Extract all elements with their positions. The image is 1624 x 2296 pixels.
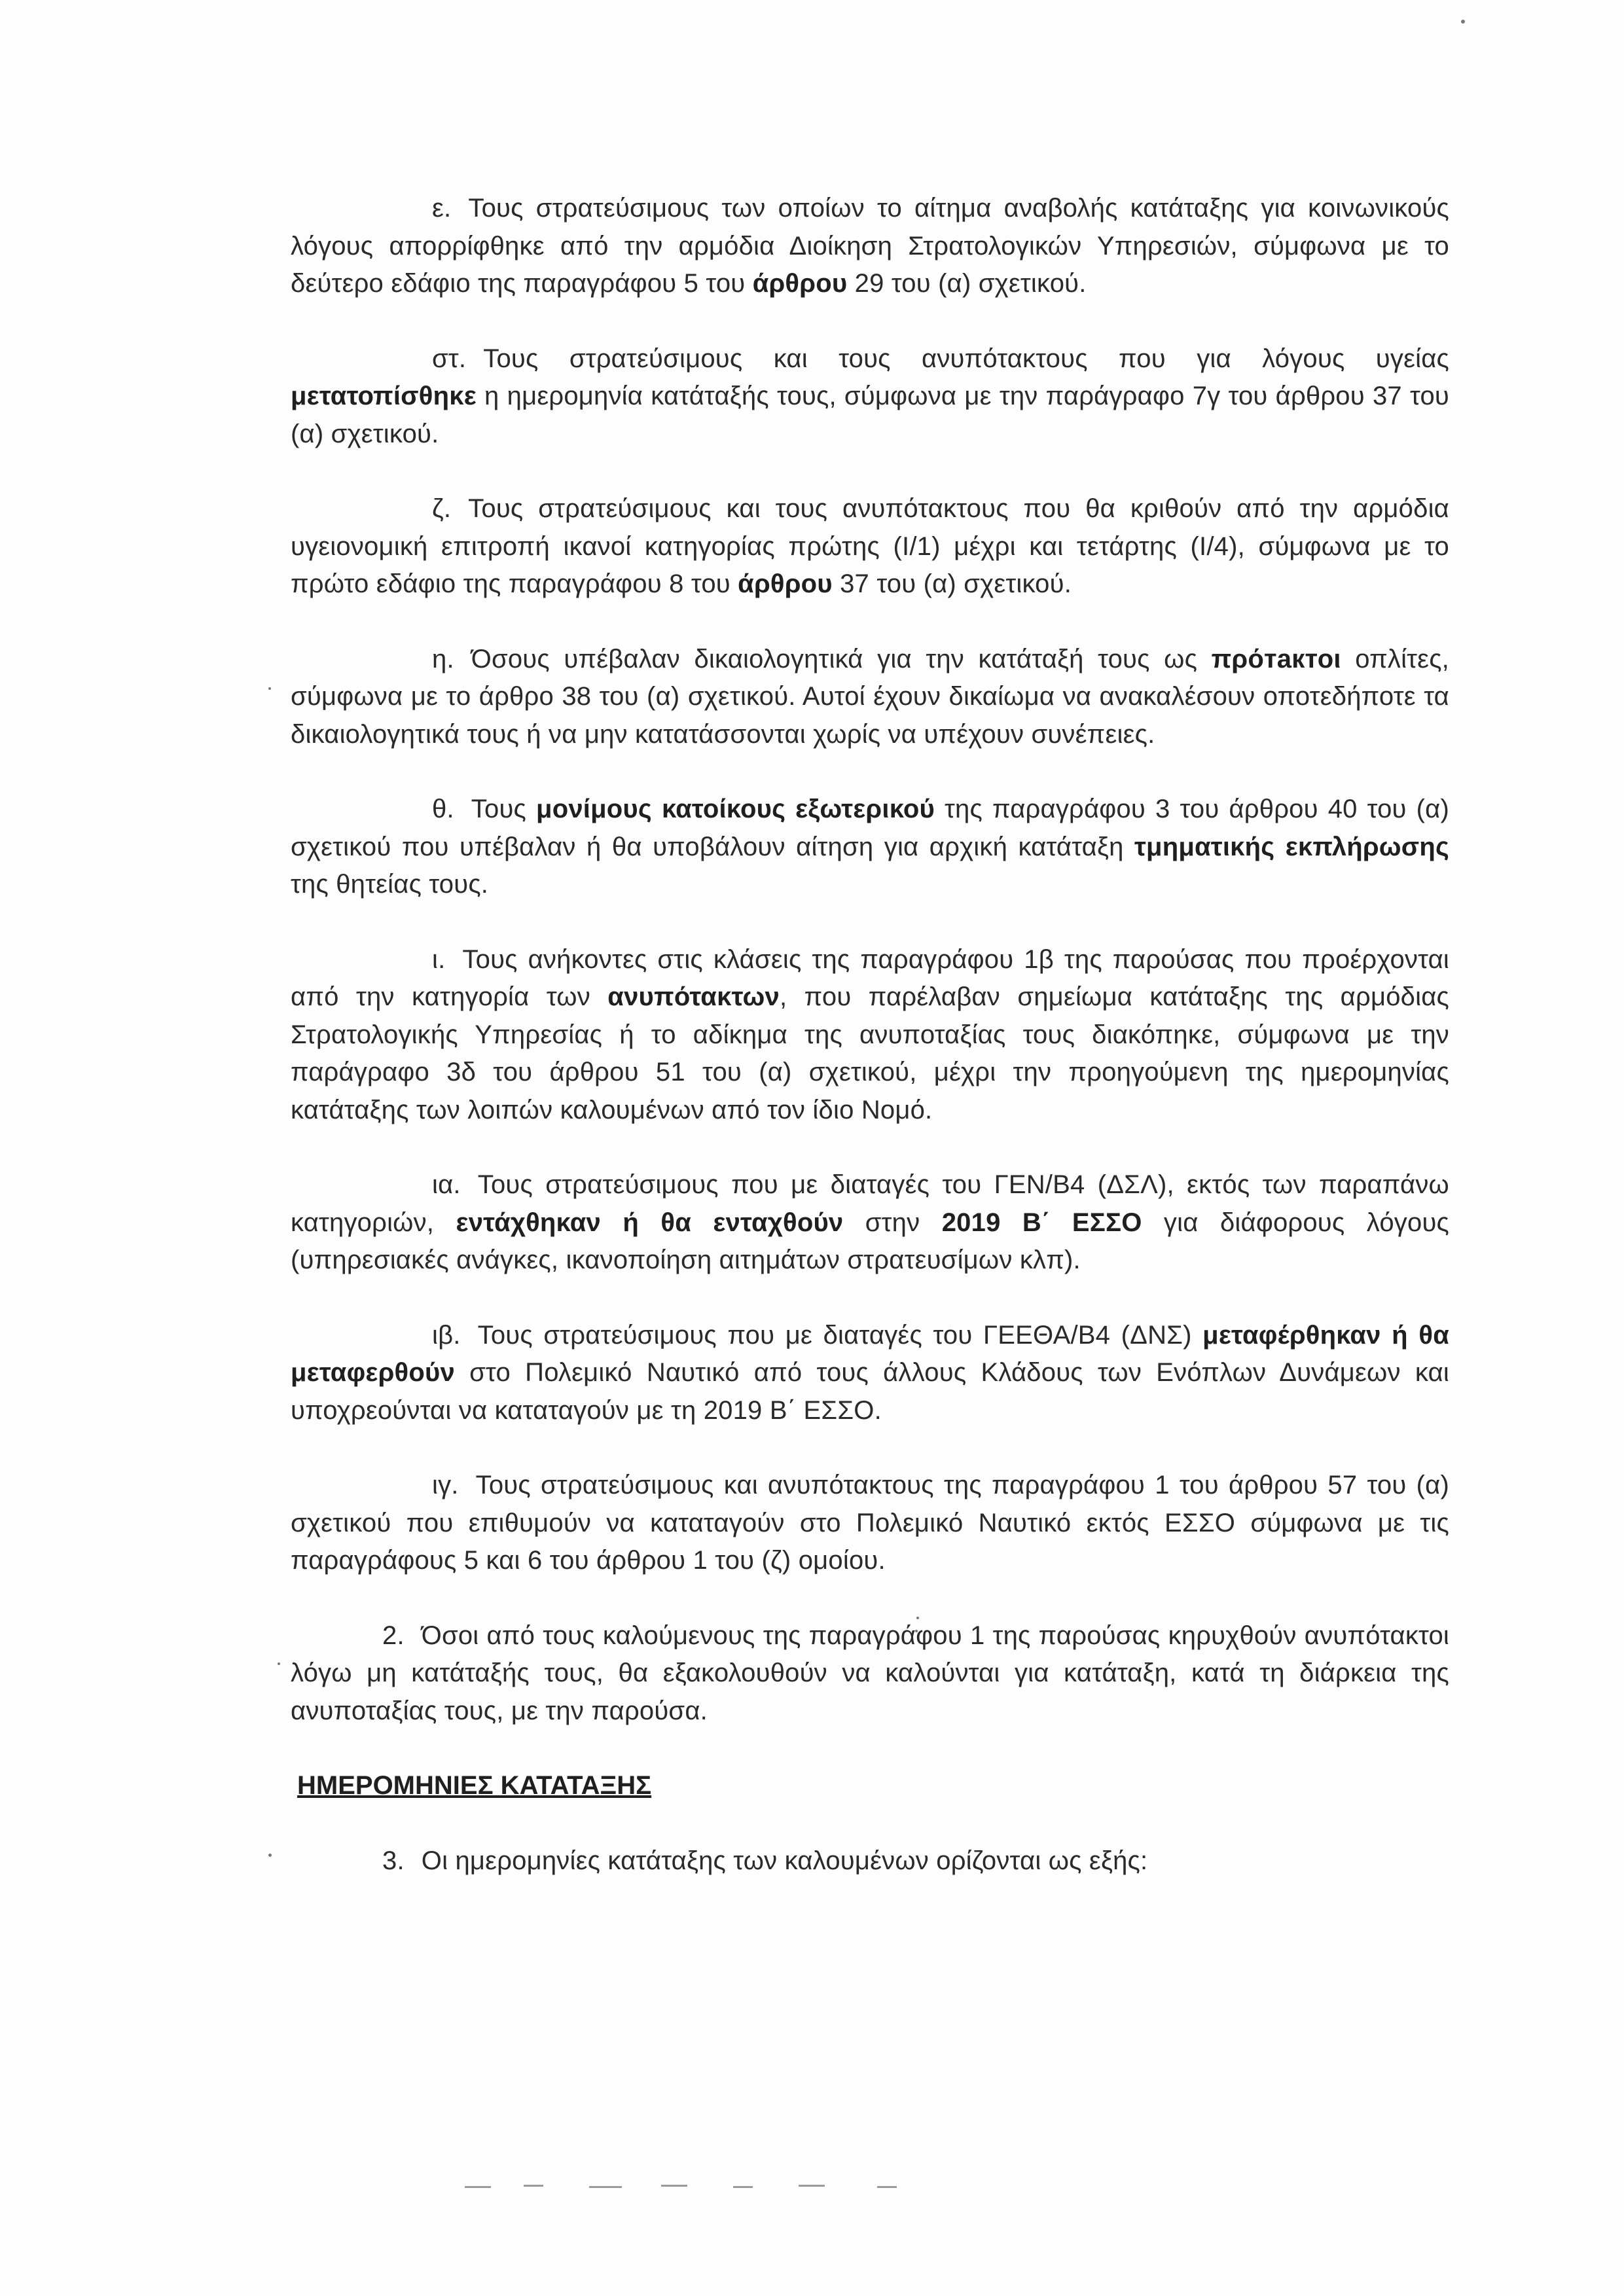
scan-dash [465,2186,491,2188]
paragraph-text: Τους στρατεύσιμους που με διαταγές του ΓΕΕΘΑ/Β4 (ΔΝΣ) [477,1320,1203,1350]
emphasized-text: μεταφέρθηκαν ή θα μεταφερθούν [291,1320,1449,1387]
paragraph-marker: θ. [432,795,454,823]
paragraph-ib [291,1317,1449,1430]
paragraph-marker: ιγ. [432,1471,459,1499]
paragraph-text: 37 του (α) σχετικού. [832,569,1072,598]
paragraph-z [291,490,1449,603]
paragraph-marker: 2. [382,1621,405,1650]
emphasized-text: πρόтактоι [1211,644,1341,673]
emphasized-text: εντάχθηκαν ή θα ενταχθούν [456,1208,844,1237]
emphasized-text: τμηματικής εκπλήρωσης [1134,832,1449,861]
paragraph-text: Όσους υπέβαλαν δικαιολογητικά για την κατάταξή τους ως [471,644,1212,673]
paragraph-text: της θητείας τους. [291,870,489,899]
emphasized-text: 2019 Β΄ ΕΣΣΟ [941,1208,1142,1237]
paragraph-3 [291,1842,1449,1880]
emphasized-text: άρθρου [738,569,833,598]
paragraph-text: Τους στρατεύσιμους και τους ανυπότακτους που θα κριθούν από την αρμόδια υγειονομική επιτροπή ικανοί κατηγορίας πρώτης (Ι/1) μέχρι και τετάρτης (Ι/4), σύμφωνα με το πρώτο εδάφιο της παραγράφου 8 του [291,494,1449,598]
paragraph-ia [291,1166,1449,1280]
paragraph-text: , που παρέλαβαν σημείωμα κατάταξης της αρμόδιας Στρατολογικής Υπηρεσίας ή το αδίκημα της ανυποταξίας τους διακόπηκε, σύμφωνα με την παράγραφο 3δ του άρθρου 51 του (α) σχετικού, μέχρι την προηγούμενη της ημερομηνίας κατάταξης των λοιπών καλουμένων από τον ίδιο Νομό. [291,982,1449,1124]
paragraph-marker: ι. [432,944,446,974]
paragraph-marker: ιβ. [432,1320,461,1350]
paragraph-text: της παραγράφου 3 του άρθρου 40 του (α) σχετικού που υπέβαλαν ή θα υποβάλουν αίτηση για αρχική κατάταξη [291,795,1449,861]
paragraph-text: η ημερομηνία κατάταξής τους, σύμφωνα με την παράγραφο 7γ του άρθρου 37 του (α) σχετικού. [291,382,1449,448]
paragraph-marker: η. [432,644,454,673]
paragraph-text: Οι ημερομηνίες κατάταξης των καλουμένων ορίζονται ως εξής: [421,1846,1148,1875]
paragraph-text: οπλίτες, σύμφωνα με το άρθρο 38 του (α) σχετικού. Αυτοί έχουν δικαίωμα να ανακαλέσουν οποτεδήποτε τα δικαιολογητικά τους ή να μην κατατάσσονται χωρίς να υπέχουν συνέπειες. [291,644,1449,749]
paragraph-list [291,190,1449,1730]
paragraph-text: Όσοι από τους καλούμενους της παραγράφου 1 της παρούσας κηρυχθούν ανυπότακτοι λόγω μη κατάταξής τους, θα εξακολουθούν να καλούνται για κατάταξη, κατά τη διάρκεια της ανυποταξίας τους, με την παρούσα. [291,1621,1449,1725]
paragraph-ig [291,1467,1449,1580]
paragraph-marker: ζ. [432,494,452,523]
paragraph-e [291,190,1449,303]
scan-dash [877,2186,897,2188]
scan-dash [733,2186,753,2188]
scan-dash [661,2185,687,2187]
paragraph-marker: 3. [382,1846,405,1875]
paragraph-text: για διάφορους λόγους (υπηρεσιακές ανάγκες, ικανοποίηση αιτημάτων στρατευσίμων κλπ). [291,1208,1449,1274]
emphasized-text: μετατοπίσθηκε [291,382,477,410]
scan-dash [799,2185,825,2187]
emphasized-text: ανυπότακτων [607,982,780,1011]
paragraph-text: Τους στρατεύσιμους που με διαταγές του ΓΕΝ/Β4 (ΔΣΛ), εκτός των παραπάνω κατηγοριών, [291,1170,1449,1237]
paragraph-text: Τους ανήκοντες στις κλάσεις της παραγράφου 1β της παρούσας που προέρχονται από την κατηγορία των [291,944,1449,1011]
paragraph-iota [291,941,1449,1130]
document-body [291,190,1449,1917]
paragraph-marker: ε. [432,194,452,223]
paragraph-marker: στ. [432,344,467,373]
paragraph-marker: ια. [432,1170,461,1199]
emphasized-text: μονίμους κατοίκους εξωτερικού [536,795,935,823]
scan-speck [268,687,271,690]
paragraph-text: Τους στρατεύσιμους και ανυπότακτους της παραγράφου 1 του άρθρου 57 του (α) σχετικού που επιθυμούν να καταταγούν στο Πολεμικό Ναυτικό εκτός ΕΣΣΟ σύμφωνα με τις παραγράφους 5 και 6 του άρθρου 1 του (ζ) ομοίου. [291,1471,1449,1575]
emphasized-text: άρθρου [752,269,848,298]
paragraph-st [291,340,1449,454]
scan-speck [268,1854,272,1857]
paragraph-text: στο Πολεμικό Ναυτικό από τους άλλους Κλάδους των Ενόπλων Δυνάμεων και υποχρεούνται να καταταγούν με τη 2019 Β΄ ΕΣΣΟ. [291,1358,1449,1425]
paragraph-text: στην [843,1208,942,1237]
paragraph-text: Τους στρατεύσιμους των οποίων το αίτημα αναβολής κατάταξης για κοινωνικούς λόγους απορρίφθηκε από την αρμόδια Διοίκηση Στρατολογικών Υπηρεσιών, σύμφωνα με το δεύτερο εδάφιο της παραγράφου 5 του [291,194,1449,298]
paragraph-text: Τους [471,795,537,823]
scan-dash [524,2185,543,2187]
paragraph-th [291,791,1449,904]
paragraph-p2 [291,1617,1449,1731]
scan-speck [278,1662,280,1665]
paragraph-text: Τους στρατεύσιμους και τους ανυπότακτους που για λόγους υγείας [483,344,1449,373]
scan-dash [589,2186,622,2188]
paragraph-i [291,641,1449,754]
section-heading: ΗΜΕΡΟΜΗΝΙΕΣ ΚΑΤΑΤΑΞΗΣ [297,1771,652,1800]
scan-speck [1461,20,1465,24]
paragraph-text: 29 του (α) σχετικού. [847,269,1087,298]
